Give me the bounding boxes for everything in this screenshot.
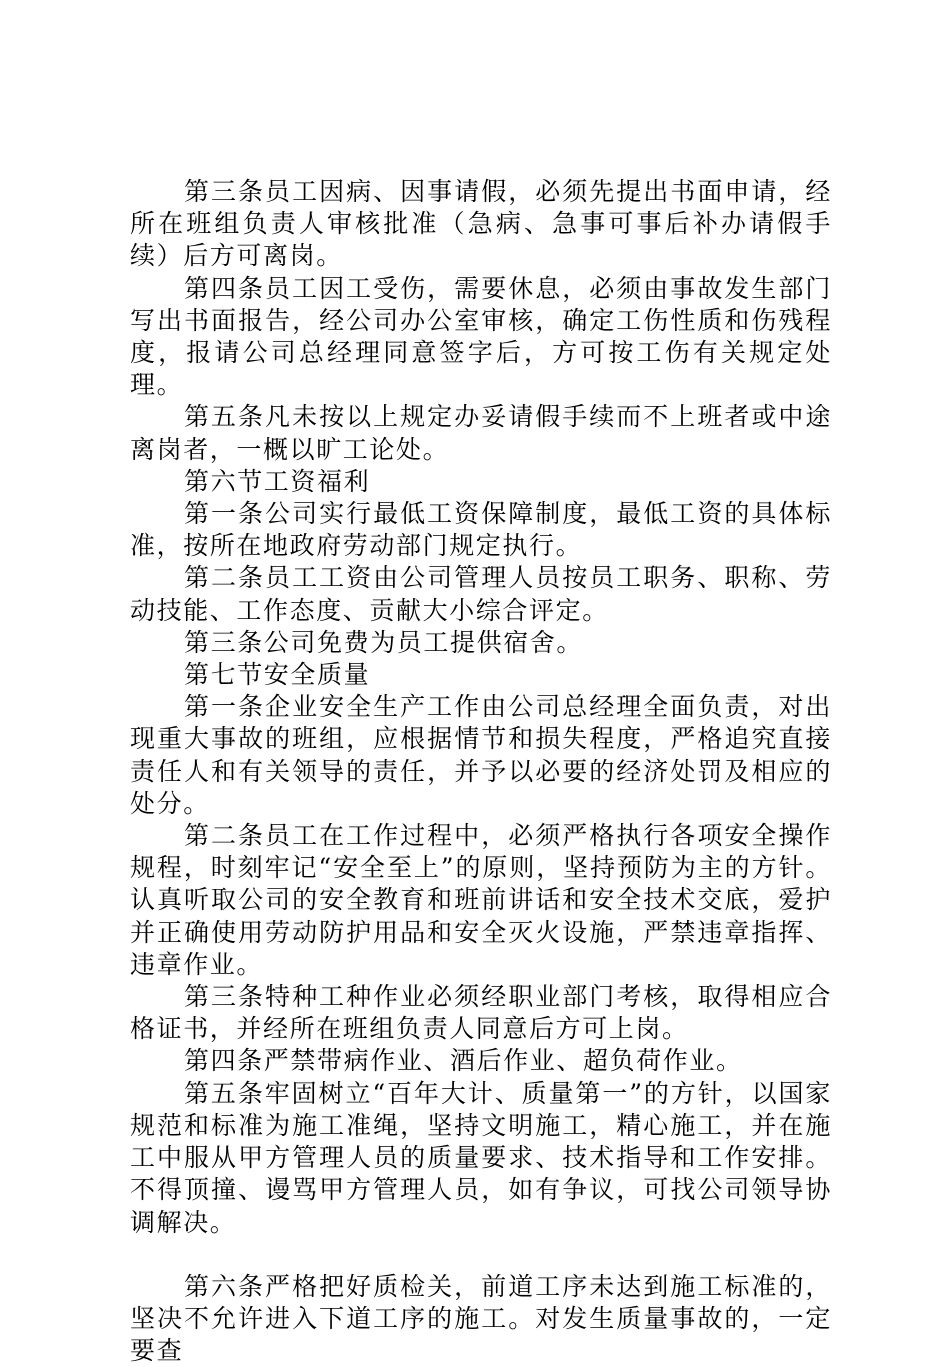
paragraph-wages-article-2: 第二条员工工资由公司管理人员按员工职务、职称、劳动技能、工作态度、贡献大小综合评定。 — [130, 563, 832, 625]
paragraph-safety-article-2: 第二条员工在工作过程中，必须严格执行各项安全操作规程，时刻牢记“安全至上”的原则，坚持预防为主的方针。认真听取公司的安全教育和班前讲话和安全技术交底，爱护并正确使用劳动防护用品和安全灭火设施，严禁违章指挥、违章作业。 — [130, 821, 832, 979]
paragraph-safety-article-3: 第三条特种工种作业必须经职业部门考核，取得相应合格证书，并经所在班组负责人同意后方可上岗。 — [130, 982, 832, 1044]
section-heading-wages: 第六节工资福利 — [184, 466, 371, 496]
paragraph-article-4-injury: 第四条员工因工受伤，需要休息，必须由事故发生部门写出书面报告，经公司办公室审核，确定工伤性质和伤残程度，报请公司总经理同意签字后，方可按工伤有关规定处理。 — [130, 273, 832, 400]
paragraph-safety-article-1: 第一条企业安全生产工作由公司总经理全面负责，对出现重大事故的班组，应根据情节和损失程度，严格追究直接责任人和有关领导的责任，并予以必要的经济处罚及相应的处分。 — [130, 692, 832, 818]
paragraph-article-5-absence: 第五条凡未按以上规定办妥请假手续而不上班者或中途离岗者，一概以旷工论处。 — [130, 402, 832, 464]
paragraph-safety-article-5: 第五条牢固树立“百年大计、质量第一”的方针，以国家规范和标准为施工准绳，坚持文明施工，精心施工，并在施工中服从甲方管理人员的质量要求、技术指导和工作安排。不得顶撞、谩骂甲方管理人员，如有争议，可找公司领导协调解决。 — [130, 1078, 832, 1237]
paragraph-wages-article-3: 第三条公司免费为员工提供宿舍。 — [184, 627, 584, 657]
paragraph-article-3-leave: 第三条员工因病、因事请假，必须先提出书面申请，经所在班组负责人审核批准（急病、急事可事后补办请假手续）后方可离岗。 — [130, 177, 832, 271]
paragraph-spacer — [130, 1239, 832, 1271]
paragraph-wages-article-1: 第一条公司实行最低工资保障制度，最低工资的具体标准，按所在地政府劳动部门规定执行。 — [130, 499, 832, 561]
paragraph-safety-article-6: 第六条严格把好质检关，前道工序未达到施工标准的，坚决不允许进入下道工序的施工。对发生质量事故的，一定要查 — [130, 1271, 832, 1366]
document-body — [130, 176, 832, 1367]
paragraph-safety-article-4: 第四条严禁带病作业、酒后作业、超负荷作业。 — [184, 1046, 743, 1076]
section-heading-safety: 第七节安全质量 — [184, 660, 371, 690]
